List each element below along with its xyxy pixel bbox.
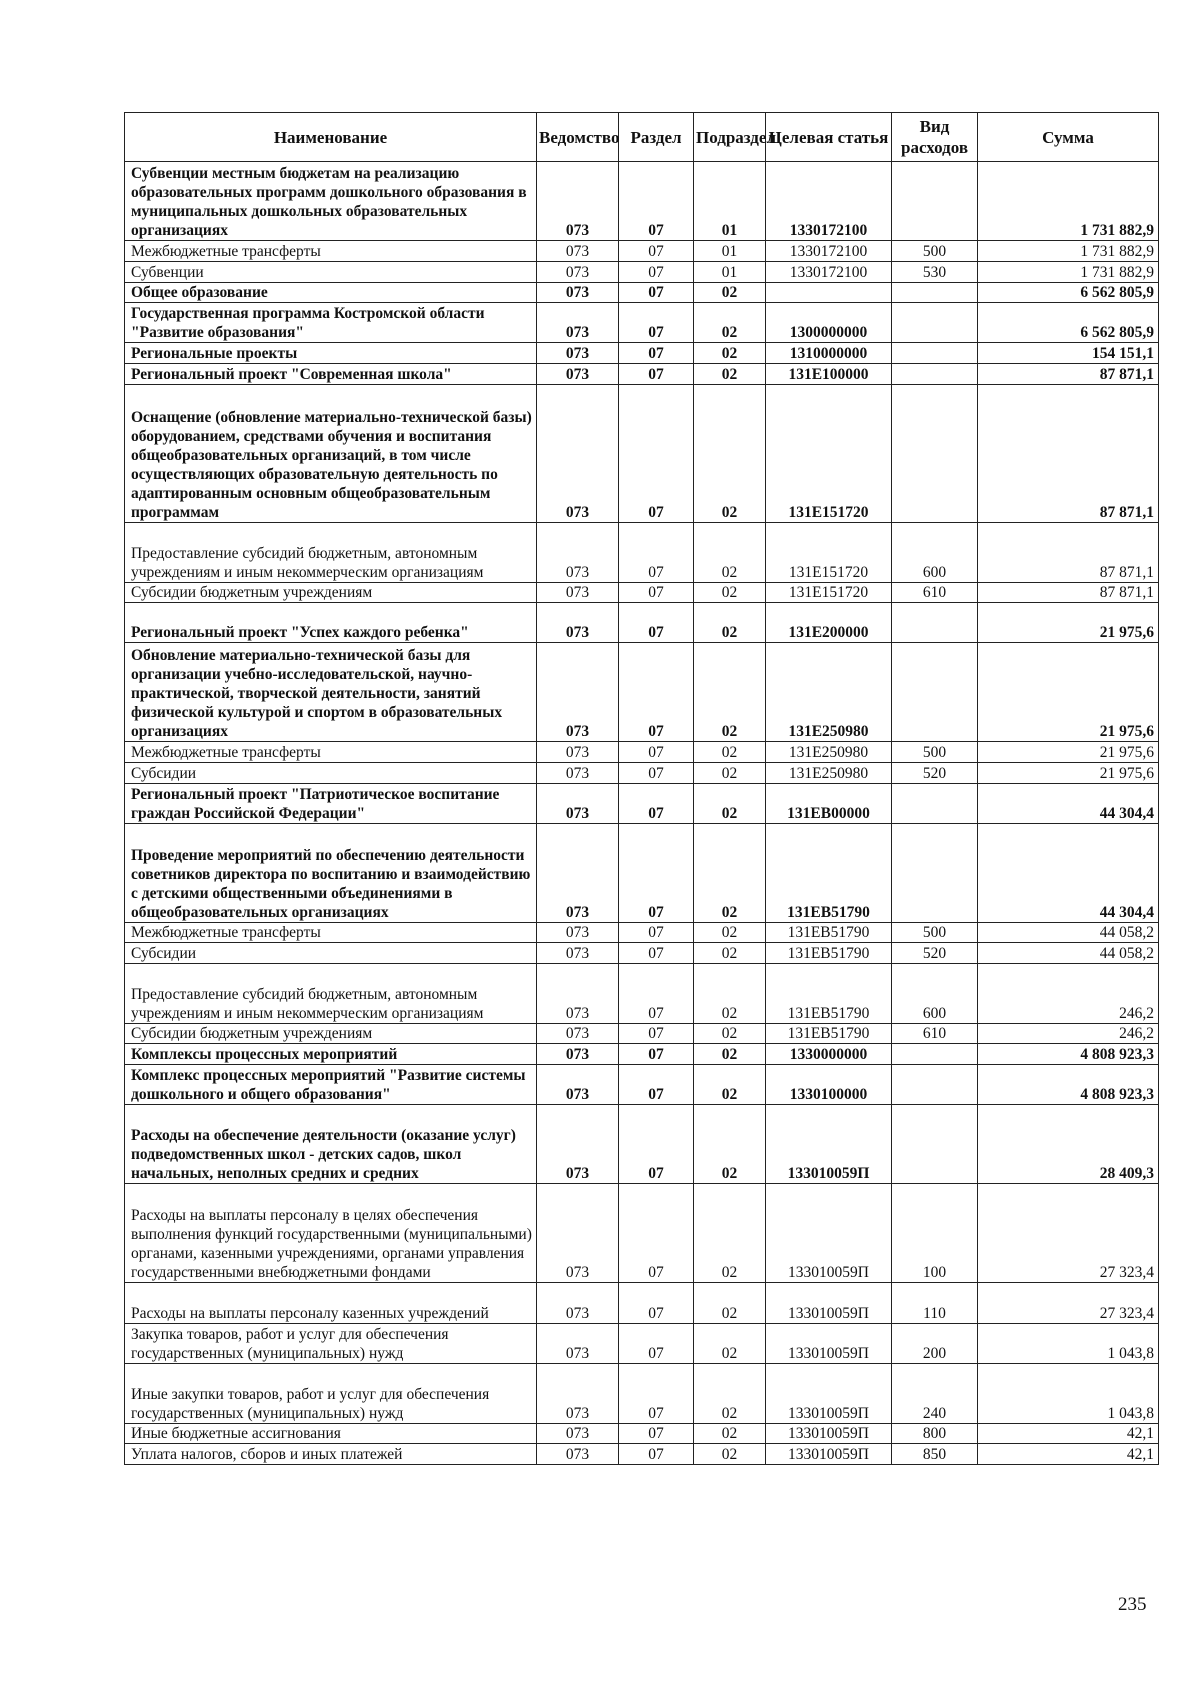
cell-ministry: 073 bbox=[537, 783, 619, 823]
cell-amount: 87 871,1 bbox=[978, 363, 1159, 384]
cell-expense-type bbox=[892, 1105, 978, 1184]
cell-section: 07 bbox=[619, 1064, 694, 1104]
header-expense-type: Вид расходов bbox=[892, 113, 978, 162]
cell-subsection: 02 bbox=[694, 1105, 766, 1184]
cell-subsection: 02 bbox=[694, 1323, 766, 1363]
cell-name: Предоставление субсидий бюджетным, автономным учреждениям и иным некоммерческим организациям bbox=[125, 963, 537, 1023]
cell-section: 07 bbox=[619, 963, 694, 1023]
cell-ministry: 073 bbox=[537, 582, 619, 603]
cell-amount: 44 304,4 bbox=[978, 783, 1159, 823]
cell-amount: 87 871,1 bbox=[978, 384, 1159, 522]
cell-target: 1330172100 bbox=[766, 241, 892, 262]
cell-ministry: 073 bbox=[537, 1023, 619, 1044]
cell-section: 07 bbox=[619, 241, 694, 262]
cell-expense-type: 850 bbox=[892, 1444, 978, 1465]
cell-amount: 21 975,6 bbox=[978, 603, 1159, 643]
table-row bbox=[125, 603, 1159, 643]
cell-target: 133010059П bbox=[766, 1283, 892, 1323]
cell-target: 131ЕВ00000 bbox=[766, 783, 892, 823]
cell-subsection: 02 bbox=[694, 522, 766, 582]
cell-ministry: 073 bbox=[537, 343, 619, 364]
table-header bbox=[125, 113, 1159, 162]
cell-ministry: 073 bbox=[537, 303, 619, 343]
cell-section: 07 bbox=[619, 522, 694, 582]
cell-subsection: 02 bbox=[694, 943, 766, 964]
cell-amount: 27 323,4 bbox=[978, 1283, 1159, 1323]
table-row bbox=[125, 643, 1159, 742]
cell-amount: 154 151,1 bbox=[978, 343, 1159, 364]
cell-section: 07 bbox=[619, 943, 694, 964]
table-row bbox=[125, 742, 1159, 763]
cell-name: Межбюджетные трансферты bbox=[125, 742, 537, 763]
table-row bbox=[125, 384, 1159, 522]
cell-subsection: 02 bbox=[694, 603, 766, 643]
table-row bbox=[125, 582, 1159, 603]
cell-expense-type: 200 bbox=[892, 1323, 978, 1363]
cell-expense-type bbox=[892, 162, 978, 241]
cell-ministry: 073 bbox=[537, 384, 619, 522]
cell-target: 1330000000 bbox=[766, 1044, 892, 1065]
cell-amount: 87 871,1 bbox=[978, 522, 1159, 582]
cell-name: Обновление материально-технической базы для организации учебно-исследовательской, научно-практической, творческой деятельности, занятий физической культурой и спортом в образовательных организациях bbox=[125, 643, 537, 742]
cell-ministry: 073 bbox=[537, 162, 619, 241]
header-amount: Сумма bbox=[978, 113, 1159, 162]
table-row bbox=[125, 963, 1159, 1023]
cell-target: 131Е250980 bbox=[766, 762, 892, 783]
cell-section: 07 bbox=[619, 762, 694, 783]
cell-name: Предоставление субсидий бюджетным, автономным учреждениям и иным некоммерческим организациям bbox=[125, 522, 537, 582]
cell-subsection: 01 bbox=[694, 162, 766, 241]
cell-subsection: 02 bbox=[694, 582, 766, 603]
cell-name: Расходы на выплаты персоналу казенных учреждений bbox=[125, 1283, 537, 1323]
table-row bbox=[125, 943, 1159, 964]
cell-target: 133010059П bbox=[766, 1184, 892, 1283]
cell-name: Расходы на обеспечение деятельности (оказание услуг) подведомственных школ - детских садов, школ начальных, неполных средних и средних bbox=[125, 1105, 537, 1184]
cell-name: Субвенции местным бюджетам на реализацию образовательных программ дошкольного образования в муниципальных дошкольных образовательных организациях bbox=[125, 162, 537, 241]
cell-ministry: 073 bbox=[537, 762, 619, 783]
cell-target: 131Е151720 bbox=[766, 582, 892, 603]
table-row bbox=[125, 522, 1159, 582]
cell-amount: 6 562 805,9 bbox=[978, 282, 1159, 303]
cell-subsection: 02 bbox=[694, 1283, 766, 1323]
cell-expense-type: 500 bbox=[892, 922, 978, 943]
cell-section: 07 bbox=[619, 1444, 694, 1465]
cell-name: Закупка товаров, работ и услуг для обеспечения государственных (муниципальных) нужд bbox=[125, 1323, 537, 1363]
cell-subsection: 02 bbox=[694, 742, 766, 763]
cell-ministry: 073 bbox=[537, 1323, 619, 1363]
header-ministry: Ведомство bbox=[537, 113, 619, 162]
cell-amount: 6 562 805,9 bbox=[978, 303, 1159, 343]
cell-name: Межбюджетные трансферты bbox=[125, 922, 537, 943]
cell-section: 07 bbox=[619, 823, 694, 922]
cell-amount: 44 058,2 bbox=[978, 922, 1159, 943]
table-body bbox=[125, 162, 1159, 1465]
cell-subsection: 02 bbox=[694, 384, 766, 522]
table-row bbox=[125, 162, 1159, 241]
cell-target: 131Е250980 bbox=[766, 742, 892, 763]
cell-amount: 246,2 bbox=[978, 1023, 1159, 1044]
cell-name: Оснащение (обновление материально-технической базы) оборудованием, средствами обучения и воспитания общеобразовательных организаций, в том числе осуществляющих образовательную деятельность по адаптированным основным общеобразовательным программам bbox=[125, 384, 537, 522]
page-number: 235 bbox=[1118, 1594, 1147, 1615]
cell-target: 131Е200000 bbox=[766, 603, 892, 643]
cell-amount: 246,2 bbox=[978, 963, 1159, 1023]
cell-subsection: 02 bbox=[694, 762, 766, 783]
cell-expense-type bbox=[892, 603, 978, 643]
cell-name: Иные бюджетные ассигнования bbox=[125, 1423, 537, 1444]
table-row bbox=[125, 783, 1159, 823]
header-name: Наименование bbox=[125, 113, 537, 162]
table-row bbox=[125, 343, 1159, 364]
cell-section: 07 bbox=[619, 1184, 694, 1283]
cell-ministry: 073 bbox=[537, 1044, 619, 1065]
cell-expense-type bbox=[892, 363, 978, 384]
cell-subsection: 02 bbox=[694, 963, 766, 1023]
cell-section: 07 bbox=[619, 343, 694, 364]
cell-name: Региональный проект "Успех каждого ребенка" bbox=[125, 603, 537, 643]
cell-subsection: 02 bbox=[694, 643, 766, 742]
cell-subsection: 02 bbox=[694, 783, 766, 823]
cell-expense-type: 600 bbox=[892, 522, 978, 582]
cell-expense-type bbox=[892, 643, 978, 742]
cell-target: 1300000000 bbox=[766, 303, 892, 343]
cell-section: 07 bbox=[619, 282, 694, 303]
cell-target: 133010059П bbox=[766, 1323, 892, 1363]
cell-amount: 1 731 882,9 bbox=[978, 261, 1159, 282]
cell-expense-type: 520 bbox=[892, 943, 978, 964]
table-row bbox=[125, 282, 1159, 303]
cell-target: 131ЕВ51790 bbox=[766, 922, 892, 943]
cell-expense-type: 610 bbox=[892, 1023, 978, 1044]
cell-name: Субсидии бюджетным учреждениям bbox=[125, 1023, 537, 1044]
cell-section: 07 bbox=[619, 261, 694, 282]
cell-subsection: 01 bbox=[694, 261, 766, 282]
cell-amount: 1 731 882,9 bbox=[978, 162, 1159, 241]
cell-expense-type: 240 bbox=[892, 1363, 978, 1423]
table-row bbox=[125, 1423, 1159, 1444]
cell-amount: 4 808 923,3 bbox=[978, 1064, 1159, 1104]
cell-name: Уплата налогов, сборов и иных платежей bbox=[125, 1444, 537, 1465]
table-row bbox=[125, 922, 1159, 943]
cell-expense-type bbox=[892, 1044, 978, 1065]
cell-section: 07 bbox=[619, 1105, 694, 1184]
cell-ministry: 073 bbox=[537, 742, 619, 763]
cell-target: 131ЕВ51790 bbox=[766, 963, 892, 1023]
cell-section: 07 bbox=[619, 1423, 694, 1444]
cell-expense-type bbox=[892, 1064, 978, 1104]
cell-ministry: 073 bbox=[537, 282, 619, 303]
table-row bbox=[125, 1444, 1159, 1465]
cell-expense-type: 800 bbox=[892, 1423, 978, 1444]
cell-amount: 1 043,8 bbox=[978, 1363, 1159, 1423]
cell-ministry: 073 bbox=[537, 603, 619, 643]
cell-name: Субсидии бюджетным учреждениям bbox=[125, 582, 537, 603]
cell-expense-type bbox=[892, 303, 978, 343]
cell-amount: 21 975,6 bbox=[978, 643, 1159, 742]
cell-subsection: 02 bbox=[694, 1044, 766, 1065]
cell-subsection: 01 bbox=[694, 241, 766, 262]
cell-ministry: 073 bbox=[537, 1363, 619, 1423]
cell-target bbox=[766, 282, 892, 303]
cell-ministry: 073 bbox=[537, 1283, 619, 1323]
cell-name: Комплексы процессных мероприятий bbox=[125, 1044, 537, 1065]
table-row bbox=[125, 363, 1159, 384]
table-row bbox=[125, 241, 1159, 262]
cell-target: 131Е100000 bbox=[766, 363, 892, 384]
cell-ministry: 073 bbox=[537, 1423, 619, 1444]
cell-expense-type bbox=[892, 823, 978, 922]
cell-ministry: 073 bbox=[537, 1064, 619, 1104]
table-row bbox=[125, 1184, 1159, 1283]
cell-amount: 21 975,6 bbox=[978, 742, 1159, 763]
table-row bbox=[125, 762, 1159, 783]
cell-name: Межбюджетные трансферты bbox=[125, 241, 537, 262]
cell-amount: 27 323,4 bbox=[978, 1184, 1159, 1283]
cell-target: 1330100000 bbox=[766, 1064, 892, 1104]
cell-section: 07 bbox=[619, 643, 694, 742]
cell-subsection: 02 bbox=[694, 1023, 766, 1044]
cell-target: 133010059П bbox=[766, 1423, 892, 1444]
cell-target: 131ЕВ51790 bbox=[766, 823, 892, 922]
cell-section: 07 bbox=[619, 162, 694, 241]
cell-expense-type bbox=[892, 343, 978, 364]
cell-ministry: 073 bbox=[537, 922, 619, 943]
cell-target: 1330172100 bbox=[766, 162, 892, 241]
cell-expense-type bbox=[892, 282, 978, 303]
cell-subsection: 02 bbox=[694, 1363, 766, 1423]
cell-name: Иные закупки товаров, работ и услуг для обеспечения государственных (муниципальных) нужд bbox=[125, 1363, 537, 1423]
header-section: Раздел bbox=[619, 113, 694, 162]
table-row bbox=[125, 1023, 1159, 1044]
cell-target: 133010059П bbox=[766, 1105, 892, 1184]
cell-subsection: 02 bbox=[694, 823, 766, 922]
table-row bbox=[125, 1044, 1159, 1065]
cell-section: 07 bbox=[619, 603, 694, 643]
cell-ministry: 073 bbox=[537, 963, 619, 1023]
cell-ministry: 073 bbox=[537, 823, 619, 922]
cell-amount: 44 304,4 bbox=[978, 823, 1159, 922]
cell-name: Субсидии bbox=[125, 943, 537, 964]
cell-subsection: 02 bbox=[694, 343, 766, 364]
cell-ministry: 073 bbox=[537, 363, 619, 384]
cell-section: 07 bbox=[619, 303, 694, 343]
cell-section: 07 bbox=[619, 1323, 694, 1363]
cell-ministry: 073 bbox=[537, 241, 619, 262]
budget-table bbox=[124, 112, 1159, 1465]
cell-subsection: 02 bbox=[694, 1064, 766, 1104]
cell-subsection: 02 bbox=[694, 922, 766, 943]
cell-section: 07 bbox=[619, 384, 694, 522]
cell-target: 131Е250980 bbox=[766, 643, 892, 742]
cell-expense-type bbox=[892, 384, 978, 522]
cell-ministry: 073 bbox=[537, 1184, 619, 1283]
cell-expense-type: 500 bbox=[892, 241, 978, 262]
cell-ministry: 073 bbox=[537, 261, 619, 282]
cell-section: 07 bbox=[619, 783, 694, 823]
cell-expense-type: 610 bbox=[892, 582, 978, 603]
cell-expense-type: 600 bbox=[892, 963, 978, 1023]
cell-section: 07 bbox=[619, 742, 694, 763]
cell-amount: 44 058,2 bbox=[978, 943, 1159, 964]
cell-section: 07 bbox=[619, 1363, 694, 1423]
cell-name: Региональные проекты bbox=[125, 343, 537, 364]
cell-ministry: 073 bbox=[537, 1105, 619, 1184]
cell-name: Субсидии bbox=[125, 762, 537, 783]
cell-name: Расходы на выплаты персоналу в целях обеспечения выполнения функций государственными (муниципальными) органами, казенными учреждениями, органами управления государственными внебюджетными фондами bbox=[125, 1184, 537, 1283]
cell-target: 131ЕВ51790 bbox=[766, 1023, 892, 1044]
cell-ministry: 073 bbox=[537, 943, 619, 964]
cell-amount: 42,1 bbox=[978, 1423, 1159, 1444]
cell-target: 1310000000 bbox=[766, 343, 892, 364]
cell-amount: 1 043,8 bbox=[978, 1323, 1159, 1363]
cell-amount: 1 731 882,9 bbox=[978, 241, 1159, 262]
table-row bbox=[125, 1283, 1159, 1323]
cell-target: 131Е151720 bbox=[766, 384, 892, 522]
cell-expense-type: 110 bbox=[892, 1283, 978, 1323]
header-subsection: Подраздел bbox=[694, 113, 766, 162]
cell-subsection: 02 bbox=[694, 282, 766, 303]
table-row bbox=[125, 261, 1159, 282]
cell-name: Общее образование bbox=[125, 282, 537, 303]
table-row bbox=[125, 303, 1159, 343]
cell-subsection: 02 bbox=[694, 303, 766, 343]
cell-amount: 4 808 923,3 bbox=[978, 1044, 1159, 1065]
cell-expense-type bbox=[892, 783, 978, 823]
cell-name: Комплекс процессных мероприятий "Развитие системы дошкольного и общего образования" bbox=[125, 1064, 537, 1104]
cell-name: Государственная программа Костромской области "Развитие образования" bbox=[125, 303, 537, 343]
table-row bbox=[125, 823, 1159, 922]
cell-subsection: 02 bbox=[694, 1444, 766, 1465]
cell-section: 07 bbox=[619, 922, 694, 943]
cell-expense-type: 530 bbox=[892, 261, 978, 282]
cell-subsection: 02 bbox=[694, 363, 766, 384]
header-target: Целевая статья bbox=[766, 113, 892, 162]
cell-subsection: 02 bbox=[694, 1423, 766, 1444]
table-row bbox=[125, 1323, 1159, 1363]
cell-expense-type: 100 bbox=[892, 1184, 978, 1283]
cell-subsection: 02 bbox=[694, 1184, 766, 1283]
cell-target: 133010059П bbox=[766, 1444, 892, 1465]
table-row bbox=[125, 1105, 1159, 1184]
cell-name: Региональный проект "Современная школа" bbox=[125, 363, 537, 384]
cell-ministry: 073 bbox=[537, 522, 619, 582]
cell-ministry: 073 bbox=[537, 1444, 619, 1465]
cell-target: 131ЕВ51790 bbox=[766, 943, 892, 964]
cell-section: 07 bbox=[619, 582, 694, 603]
table-row bbox=[125, 1064, 1159, 1104]
cell-name: Проведение мероприятий по обеспечению деятельности советников директора по воспитанию и взаимодействию с детскими общественными объединениями в общеобразовательных организациях bbox=[125, 823, 537, 922]
cell-section: 07 bbox=[619, 1283, 694, 1323]
cell-section: 07 bbox=[619, 1044, 694, 1065]
cell-section: 07 bbox=[619, 363, 694, 384]
cell-amount: 42,1 bbox=[978, 1444, 1159, 1465]
cell-target: 131Е151720 bbox=[766, 522, 892, 582]
cell-target: 133010059П bbox=[766, 1363, 892, 1423]
cell-name: Субвенции bbox=[125, 261, 537, 282]
cell-section: 07 bbox=[619, 1023, 694, 1044]
table-row bbox=[125, 1363, 1159, 1423]
cell-amount: 21 975,6 bbox=[978, 762, 1159, 783]
cell-name: Региональный проект "Патриотическое воспитание граждан Российской Федерации" bbox=[125, 783, 537, 823]
cell-ministry: 073 bbox=[537, 643, 619, 742]
cell-amount: 87 871,1 bbox=[978, 582, 1159, 603]
cell-target: 1330172100 bbox=[766, 261, 892, 282]
cell-expense-type: 500 bbox=[892, 742, 978, 763]
cell-amount: 28 409,3 bbox=[978, 1105, 1159, 1184]
cell-expense-type: 520 bbox=[892, 762, 978, 783]
